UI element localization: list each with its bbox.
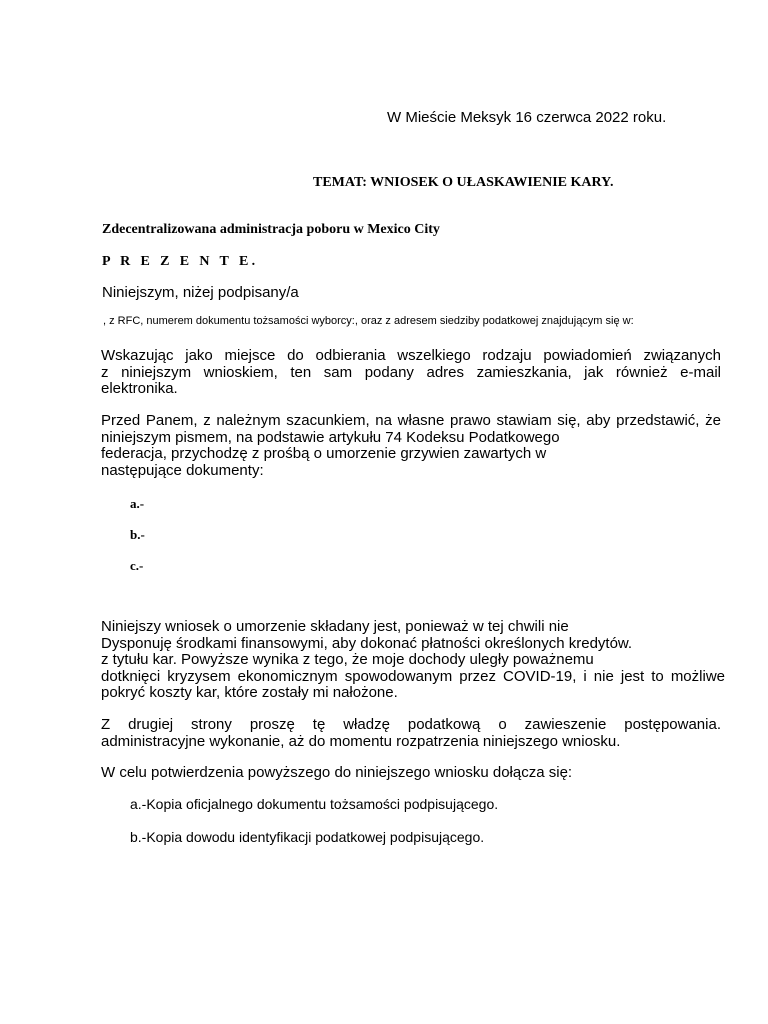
paragraph-reason — [101, 619, 725, 702]
paragraph-notifications — [101, 348, 721, 398]
paragraph-line: dotknięci kryzysem ekonomicznym spowodowanym przez COVID-19, i nie jest to możliwe — [101, 667, 725, 685]
paragraph-line: następujące dokumenty: — [101, 461, 264, 479]
intro-line: Niniejszym, niżej podpisany/a — [102, 284, 299, 301]
paragraph-line: W celu potwierdzenia powyższego do niniejszego wniosku dołącza się: — [101, 764, 573, 781]
paragraph-line: federacja, przychodzę z prośbą o umorzenie grzywien zawartych w — [101, 445, 547, 463]
paragraph-line: Wskazując jako miejsce do odbierania wszelkiego rodzaju powiadomień związanych — [101, 347, 721, 364]
paragraph-line: z niniejszym wnioskiem, ten sam podany adres zamieszkania, jak również e-mail — [101, 363, 721, 381]
paragraph-line: z tytułu kar. Powyższe wynika z tego, że moje dochody uległy poważnemu — [101, 651, 594, 669]
rfc-line: , z RFC, numerem dokumentu tożsamości wyborcy:, oraz z adresem siedziby podatkowej znajdującym się w: — [103, 315, 634, 327]
paragraph-line: niniejszym pismem, na podstawie artykułu 74 Kodeksu Podatkowego — [101, 428, 560, 446]
paragraph-attachments-intro — [101, 765, 721, 782]
document-list-item: c.- — [130, 558, 144, 573]
attachment-item: b.-Kopia dowodu identyfikacji podatkowej podpisującego. — [130, 829, 485, 845]
paragraph-request — [101, 413, 721, 479]
paragraph-line: Przed Panem, z należnym szacunkiem, na własne prawo stawiam się, aby przedstawić, że — [101, 412, 721, 429]
paragraph-line: pokryć koszty kar, które zostały mi nałożone. — [101, 684, 398, 702]
paragraph-line: Dysponuję środkami finansowymi, aby dokonać płatności określonych kredytów. — [101, 634, 633, 652]
document-list-item: b.- — [130, 527, 145, 542]
date-line: W Mieście Meksyk 16 czerwca 2022 roku. — [387, 109, 667, 126]
addressee-name: Zdecentralizowana administracja poboru w Mexico City — [102, 222, 440, 237]
subject-heading: TEMAT: WNIOSEK O UŁASKAWIENIE KARY. — [313, 175, 614, 190]
paragraph-line: Niniejszy wniosek o umorzenie składany jest, ponieważ w tej chwili nie — [101, 618, 569, 635]
paragraph-line: administracyjne wykonanie, aż do momentu rozpatrzenia niniejszego wniosku. — [101, 732, 621, 750]
document-list-item: a.- — [130, 496, 145, 511]
paragraph-line: Z drugiej strony proszę tę władzę podatkową o zawieszenie postępowania. — [101, 716, 721, 733]
paragraph-suspension — [101, 717, 721, 750]
paragraph-line: elektronika. — [101, 380, 178, 398]
presente-heading: P R E Z E N T E. — [102, 254, 259, 269]
attachment-item: a.-Kopia oficjalnego dokumentu tożsamości podpisującego. — [130, 796, 499, 812]
